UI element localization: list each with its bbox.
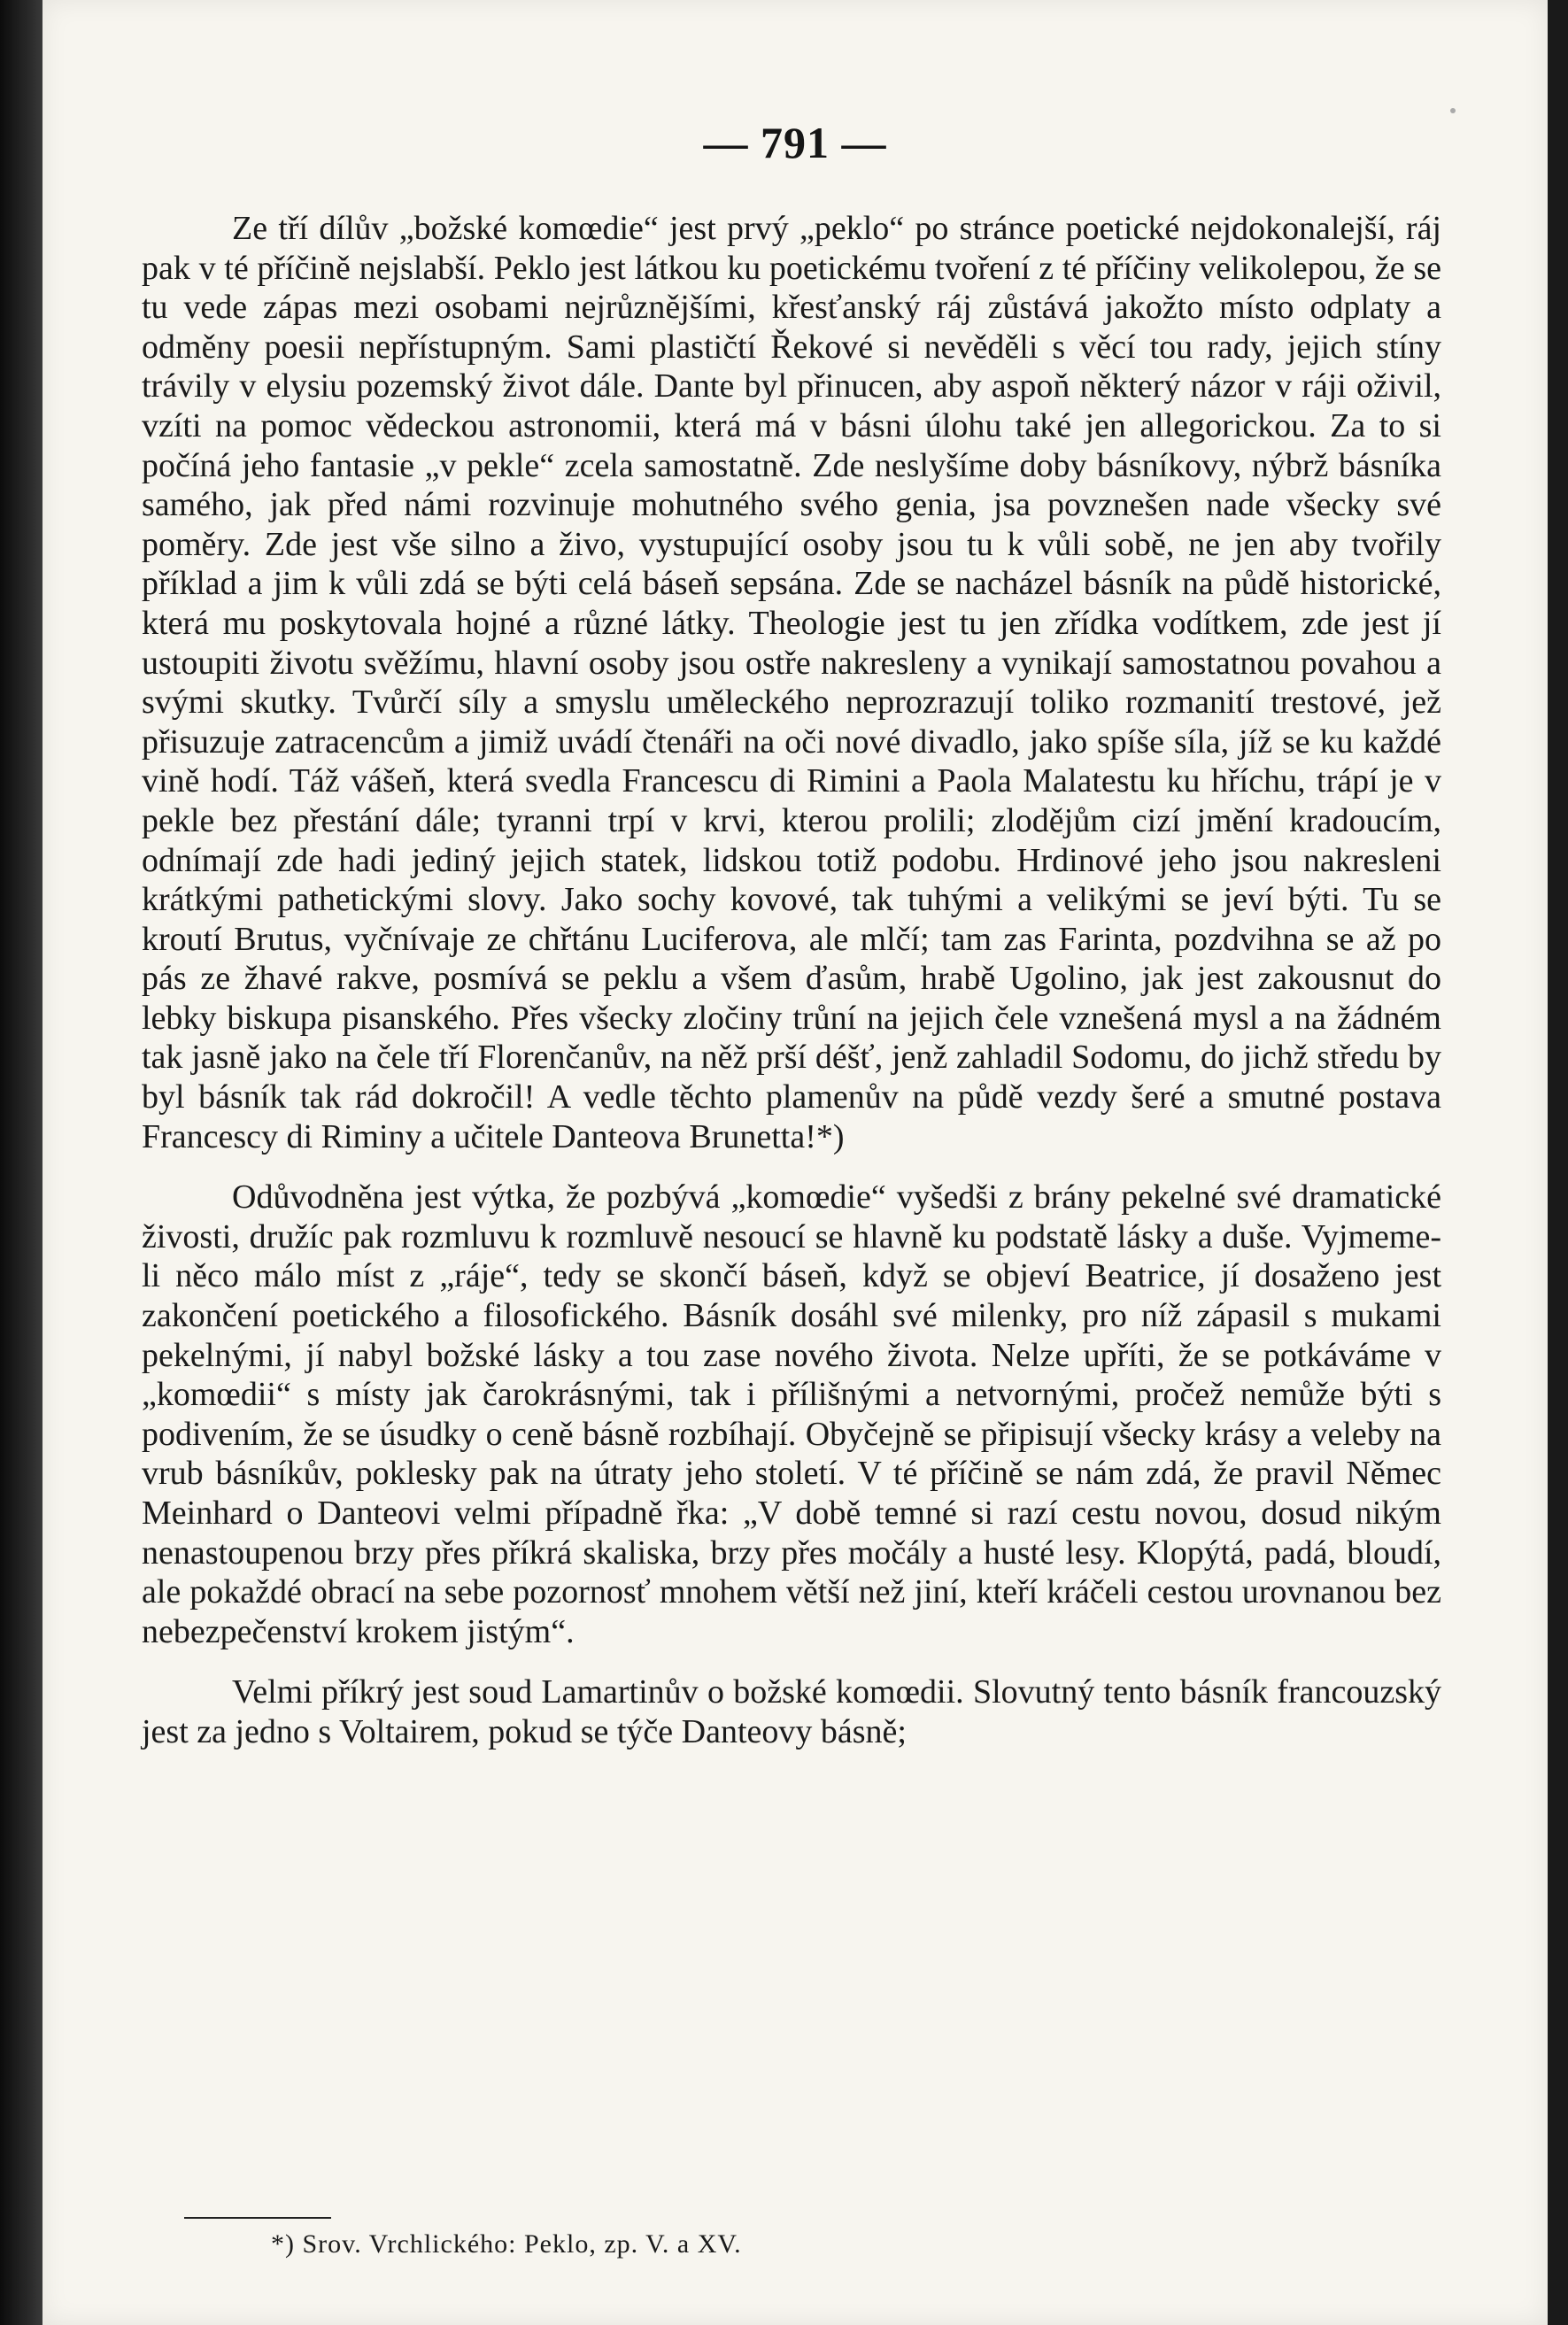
paragraph-1: Ze tří dílův „božské komœdie“ jest prvý „peklo“ po stránce poetické nejdokonalejší, ráj pak v té příčině nejslabší. Peklo jest látkou ku poetickému tvoření z té příčiny velikolepou, že se tu vede zápas mezi osobami nejrůznějšími, křesťanský ráj zůstává jakožto místo odplaty a odměny poesii nepřístupným. Sami plastičtí Řekové si nevěděli s věcí tou rady, jejich stíny trávily v elysiu pozemský život dále. Dante byl přinucen, aby aspoň některý názor v ráji oživil, vzíti na pomoc vědeckou astronomii, která má v básni úlohu také jen allegorickou. Za to si počíná jeho fantasie „v pekle“ zcela samostatně. Zde neslyšíme doby básníkovy, nýbrž básníka samého, jak před námi rozvinuje mohutného svého genia, jsa povznešen nade všecky své poměry. Zde jest vše silno a živo, vystupující osoby jsou tu k vůli sobě, ne jen aby tvořily příklad a jim k vůli zdá se býti celá báseň sepsána. Zde se nacházel básník na půdě historické, která mu poskytovala hojné a různé látky. Theologie jest tu jen zřídka vodítkem, zde jest jí ustoupiti životu svěžímu, hlavní osoby jsou ostře nakresleny a vynikají samostatnou povahou a svými skutky. Tvůrčí síly a smyslu uměleckého neprozrazují toliko rozmanití trestové, jež přisuzuje zatracencům a jimiž uvádí čtenáři na oči nové divadlo, jako spíše síla, jíž se ku každé vině hodí. Táž vášeň, která svedla Francescu di Rimini a Paola Malatestu ku hříchu, trápí je v pekle bez přestání dále; tyranni trpí v krvi, kterou prolili; zlodějům cizí jmění kradoucím, odnímají zde hadi jediný jejich statek, lidskou totiž podobu. Hrdinové jeho jsou nakresleni krátkými pathetickými slovy. Jako sochy kovové, tak tuhými a velikými se jeví býti. Tu se kroutí Brutus, vyčnívaje ze chřtánu Luciferova, ale mlčí; tam zas Farinta, pozdvihna se až po pás ze žhavé rakve, posmívá se peklu a všem ďasům, hrabě Ugolino, jak jest zakousnut do lebky biskupa pisanského. Přes všecky zločiny trůní na jejich čele vznešená mysl a na žádném tak jasně jako na čele tří Florenčanův, na něž prší déšť, jenž zahladil Sodomu, do jichž středu by byl básník tak rád dokročil! A vedle těchto plamenův na půdě vezdy šeré a smutné postava Francescy di Riminy a učitele Danteova Brunetta!*) [142, 210, 1441, 1155]
book-page [42, 0, 1548, 2325]
footnote-divider [184, 2217, 331, 2219]
paper-speck [1450, 108, 1456, 113]
page-number: — 791 — [703, 118, 887, 167]
main-text [142, 209, 1441, 1752]
paragraph-3: Velmi příkrý jest soud Lamartinův o božské komœdii. Slovutný tento básník francouzský jest za jedno s Voltairem, pokud se týče Danteovy básně; [142, 1673, 1441, 1750]
page-left-edge [0, 0, 42, 2325]
footnote: *) Srov. Vrchlického: Peklo, zp. V. a XV. [271, 2229, 742, 2259]
paragraph-2: Odůvodněna jest výtka, že pozbývá „komœdie“ vyšedši z brány pekelné své dramatické živosti, družíc pak rozmluvu k rozmluvě nesoucí se hlavně ku podstatě lásky a duše. Vyjmeme-li něco málo míst z „ráje“, tedy se skončí báseň, když se objeví Beatrice, jí dosaženo jest zakončení poetického a filosofického. Básník dosáhl své milenky, pro níž zápasil s mukami pekelnými, jí nabyl božské lásky a tou zase nového života. Nelze upříti, že se potkáváme v „komœdii“ s místy jak čarokrásnými, tak i přílišnými a netvornými, pročež nemůže býti s podivením, že se úsudky o ceně básně rozbíhají. Obyčejně se připisují všecky krásy a veleby na vrub básníkův, poklesky pak na útraty jeho století. V té příčině se nám zdá, že pravil Němec Meinhard o Danteovi velmi případně řka: „V době temné si razí cestu novou, dosud nikým nenastoupenou brzy přes příkrá skaliska, brzy přes močály a husté lesy. Klopýtá, padá, bloudí, ale pokaždé obrací na sebe pozornosť mnohem větší než jiní, kteří kráčeli cestou urovnanou bez nebezpečenství krokem jistým“. [142, 1178, 1441, 1650]
